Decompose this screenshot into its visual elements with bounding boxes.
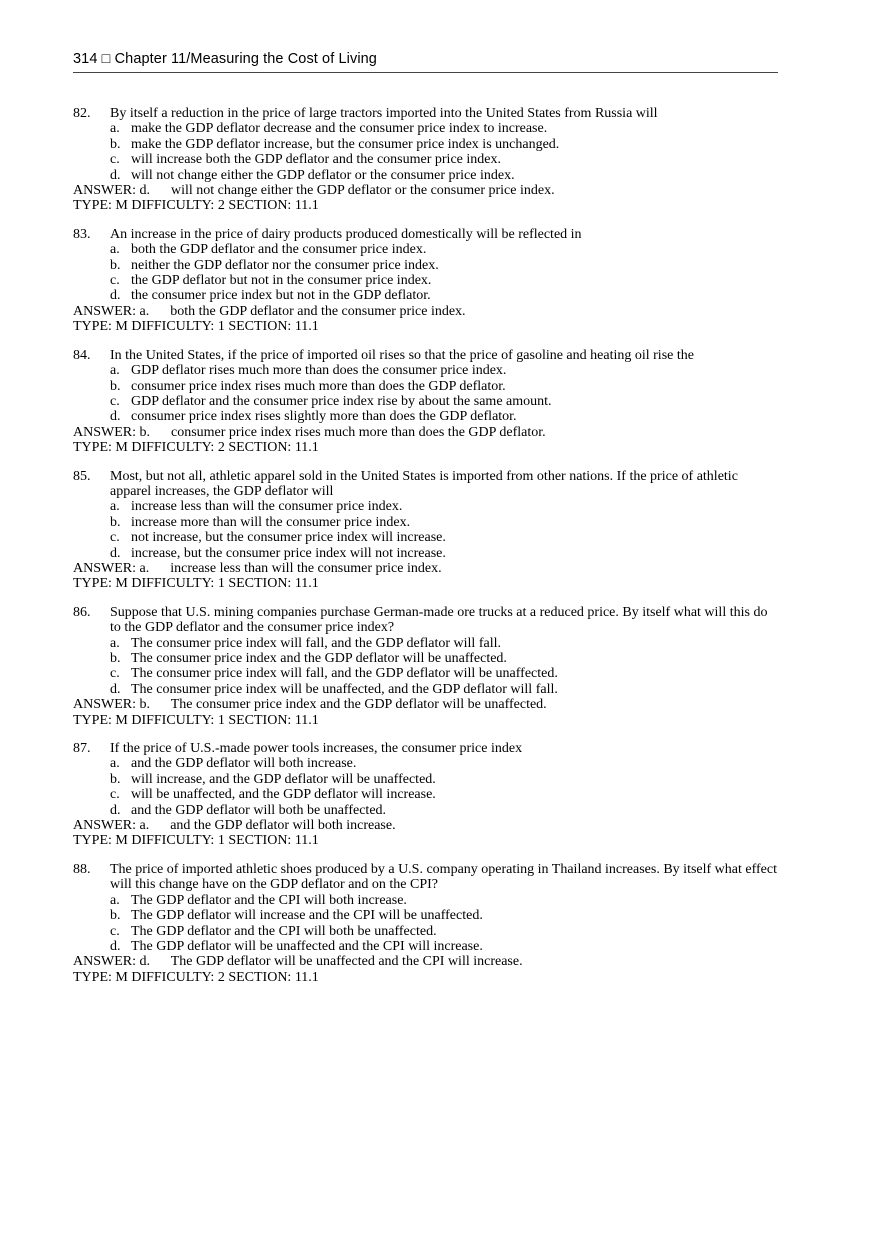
choice-letter: d. <box>110 288 121 304</box>
choice-text: The GDP deflator will increase and the CPI will be unaffected. <box>131 908 483 924</box>
answer-line: ANSWER: b. consumer price index rises much more than does the GDP deflator. <box>73 424 546 440</box>
choice-letter: b. <box>110 651 121 666</box>
choice-row <box>110 530 778 545</box>
choice-row <box>110 924 778 939</box>
question-item <box>73 469 778 592</box>
question-number: 83. <box>73 226 91 242</box>
choice-letter: a. <box>110 635 120 651</box>
question-head <box>73 862 778 893</box>
choice-letter: c. <box>110 273 120 289</box>
choice-list <box>110 499 778 561</box>
choice-row <box>110 409 778 424</box>
choice-row <box>110 242 778 257</box>
choice-row <box>110 137 778 152</box>
choice-letter: b. <box>110 771 121 787</box>
choice-row <box>110 682 778 697</box>
question-number: 84. <box>73 347 91 363</box>
choice-text: not increase, but the consumer price index will increase. <box>131 530 446 546</box>
question-stem: In the United States, if the price of imported oil rises so that the price of gasoline and heating oil rise the <box>110 347 694 363</box>
choice-list <box>110 756 778 818</box>
question-number: 86. <box>73 604 91 620</box>
choice-letter: b. <box>110 136 121 152</box>
choice-text: GDP deflator rises much more than does the consumer price index. <box>131 363 507 379</box>
choice-letter: b. <box>110 378 121 394</box>
answer-line: ANSWER: b. The consumer price index and the GDP deflator will be unaffected. <box>73 697 547 713</box>
choice-letter: a. <box>110 363 120 379</box>
choice-letter: a. <box>110 892 120 908</box>
question-stem: The price of imported athletic shoes produced by a U.S. company operating in Thailand increases. By itself what effect will this change have on the GDP deflator and on the CPI? <box>110 861 777 893</box>
choice-text: make the GDP deflator increase, but the consumer price index is unchanged. <box>131 136 560 152</box>
choice-letter: d. <box>110 167 121 183</box>
choice-text: the consumer price index but not in the GDP deflator. <box>131 288 431 304</box>
question-item <box>73 862 778 985</box>
choice-text: will not change either the GDP deflator or the consumer price index. <box>131 167 515 183</box>
choice-letter: d. <box>110 545 121 561</box>
question-head <box>73 348 778 363</box>
choice-list <box>110 636 778 698</box>
choice-row <box>110 803 778 818</box>
question-head <box>73 741 778 756</box>
choice-text: will be unaffected, and the GDP deflator will increase. <box>131 787 436 803</box>
choice-letter: a. <box>110 242 120 258</box>
page-header: 314 □ Chapter 11/Measuring the Cost of Living <box>73 51 377 67</box>
choice-text: The GDP deflator will be unaffected and the CPI will increase. <box>131 938 483 954</box>
choice-text: consumer price index rises slightly more than does the GDP deflator. <box>131 409 517 425</box>
choice-row <box>110 651 778 666</box>
question-number: 82. <box>73 106 91 121</box>
question-stem: Most, but not all, athletic apparel sold in the United States is imported from other nations. If the price of athletic apparel increases, the GDP deflator will <box>110 468 738 499</box>
question-item <box>73 348 778 456</box>
choice-row <box>110 258 778 273</box>
choice-text: neither the GDP deflator nor the consumer price index. <box>131 257 439 273</box>
question-item <box>73 106 778 214</box>
choice-text: increase, but the consumer price index will not increase. <box>131 545 446 561</box>
choice-letter: b. <box>110 514 121 530</box>
question-number: 85. <box>73 468 91 484</box>
choice-row <box>110 666 778 681</box>
question-list <box>73 73 778 985</box>
choice-row <box>110 152 778 167</box>
choice-text: both the GDP deflator and the consumer price index. <box>131 242 427 258</box>
choice-row <box>110 121 778 136</box>
choice-letter: c. <box>110 393 120 409</box>
question-head <box>73 469 778 500</box>
question-stem: If the price of U.S.-made power tools increases, the consumer price index <box>110 741 523 757</box>
choice-text: make the GDP deflator decrease and the consumer price index to increase. <box>131 121 548 137</box>
choice-letter: a. <box>110 499 120 515</box>
choice-text: The GDP deflator and the CPI will both be unaffected. <box>131 923 437 939</box>
choice-row <box>110 288 778 303</box>
answer-line: ANSWER: a. both the GDP deflator and the consumer price index. <box>73 303 466 319</box>
choice-row <box>110 363 778 378</box>
choice-text: The consumer price index and the GDP deflator will be unaffected. <box>131 651 507 666</box>
choice-text: increase more than will the consumer price index. <box>131 514 411 530</box>
question-head <box>73 605 778 636</box>
answer-line: ANSWER: d. The GDP deflator will be unaffected and the CPI will increase. <box>73 954 523 970</box>
choice-list <box>110 893 778 955</box>
answer-line: ANSWER: a. increase less than will the consumer price index. <box>73 560 442 576</box>
answer-line: ANSWER: d. will not change either the GDP deflator or the consumer price index. <box>73 183 555 199</box>
choice-letter: a. <box>110 756 120 772</box>
choice-letter: c. <box>110 530 120 546</box>
choice-list <box>110 363 778 425</box>
question-number: 88. <box>73 861 91 877</box>
choice-text: The consumer price index will be unaffected, and the GDP deflator will fall. <box>131 681 558 697</box>
type-line: TYPE: M DIFFICULTY: 1 SECTION: 11.1 <box>73 833 319 849</box>
answer-line: ANSWER: a. and the GDP deflator will both increase. <box>73 818 396 834</box>
choice-row <box>110 273 778 288</box>
type-line: TYPE: M DIFFICULTY: 1 SECTION: 11.1 <box>73 576 319 592</box>
choice-row <box>110 636 778 651</box>
question-item <box>73 741 778 849</box>
choice-row <box>110 168 778 183</box>
question-stem: Suppose that U.S. mining companies purchase German-made ore trucks at a reduced price. By itself what will this do to the GDP deflator and the consumer price index? <box>110 604 768 636</box>
question-head <box>73 106 778 121</box>
question-stem: An increase in the price of dairy products produced domestically will be reflected in <box>110 226 582 242</box>
choice-letter: c. <box>110 923 120 939</box>
choice-letter: c. <box>110 666 120 682</box>
type-line: TYPE: M DIFFICULTY: 2 SECTION: 11.1 <box>73 198 319 214</box>
choice-text: will increase, and the GDP deflator will be unaffected. <box>131 771 436 787</box>
choice-row <box>110 893 778 908</box>
choice-text: and the GDP deflator will both be unaffected. <box>131 802 387 818</box>
type-line: TYPE: M DIFFICULTY: 2 SECTION: 11.1 <box>73 440 319 456</box>
choice-row <box>110 499 778 514</box>
choice-letter: a. <box>110 121 120 137</box>
choice-letter: c. <box>110 787 120 803</box>
choice-text: consumer price index rises much more than does the GDP deflator. <box>131 378 506 394</box>
choice-text: The consumer price index will fall, and the GDP deflator will be unaffected. <box>131 666 558 682</box>
choice-row <box>110 756 778 771</box>
choice-letter: c. <box>110 152 120 168</box>
question-number: 87. <box>73 741 91 757</box>
choice-text: and the GDP deflator will both increase. <box>131 756 357 772</box>
choice-letter: d. <box>110 802 121 818</box>
choice-row <box>110 546 778 561</box>
choice-text: increase less than will the consumer price index. <box>131 499 403 515</box>
question-item <box>73 605 778 728</box>
choice-text: The GDP deflator and the CPI will both increase. <box>131 892 407 908</box>
choice-letter: d. <box>110 681 121 697</box>
choice-letter: b. <box>110 257 121 273</box>
choice-text: the GDP deflator but not in the consumer price index. <box>131 273 432 289</box>
choice-list <box>110 121 778 183</box>
choice-letter: d. <box>110 409 121 425</box>
type-line: TYPE: M DIFFICULTY: 1 SECTION: 11.1 <box>73 712 319 728</box>
choice-text: GDP deflator and the consumer price index rise by about the same amount. <box>131 393 552 409</box>
type-line: TYPE: M DIFFICULTY: 2 SECTION: 11.1 <box>73 969 319 985</box>
choice-text: will increase both the GDP deflator and the consumer price index. <box>131 152 501 168</box>
choice-text: The consumer price index will fall, and the GDP deflator will fall. <box>131 635 501 651</box>
choice-row <box>110 515 778 530</box>
question-head <box>73 227 778 242</box>
choice-list <box>110 242 778 304</box>
choice-row <box>110 939 778 954</box>
choice-row <box>110 379 778 394</box>
choice-letter: b. <box>110 908 121 924</box>
choice-row <box>110 908 778 923</box>
choice-row <box>110 787 778 802</box>
question-stem: By itself a reduction in the price of large tractors imported into the United States from Russia will <box>110 106 658 121</box>
question-item <box>73 227 778 335</box>
type-line: TYPE: M DIFFICULTY: 1 SECTION: 11.1 <box>73 319 319 335</box>
choice-row <box>110 772 778 787</box>
choice-letter: d. <box>110 938 121 954</box>
choice-row <box>110 394 778 409</box>
